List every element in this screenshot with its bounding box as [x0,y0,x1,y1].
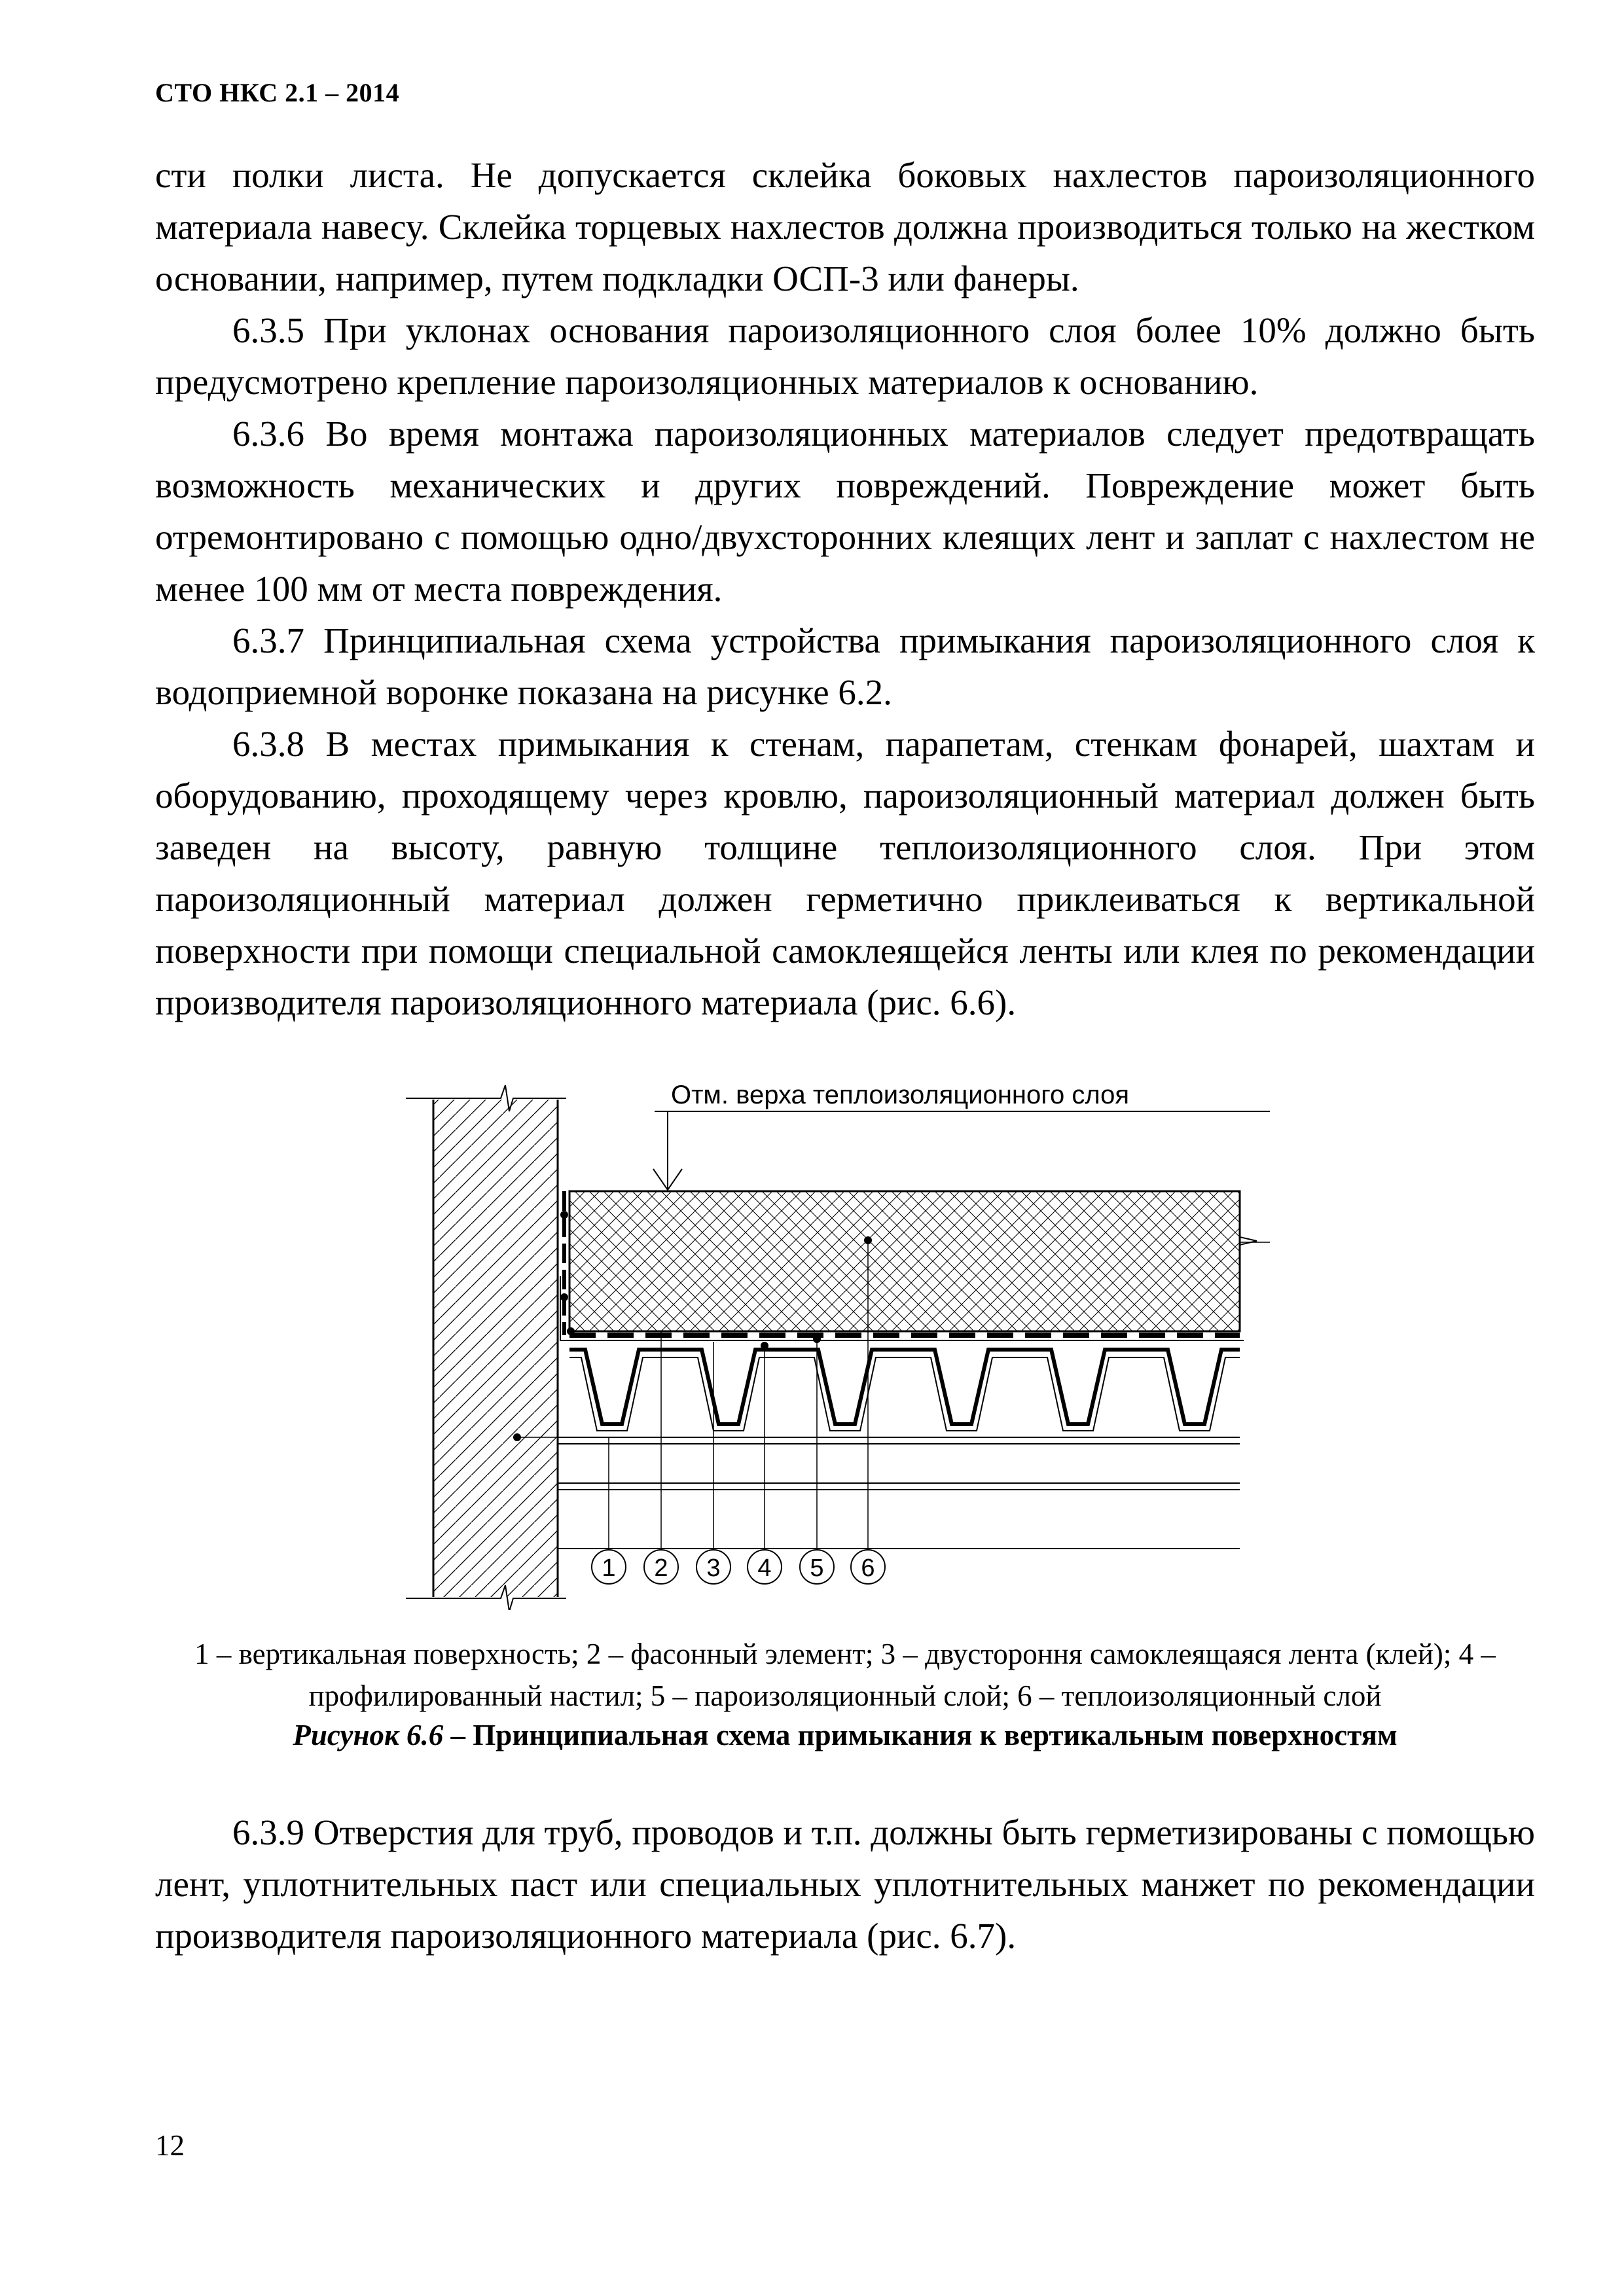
callout-3-label: 3 [706,1554,721,1582]
profiled-deck [558,1350,1240,1444]
figure-caption-text: – Принципиальная схема примыкания к вертикальным поверхностям [443,1719,1398,1751]
paragraph-continuation: сти полки листа. Не допускается склейка боковых нахлестов пароизоляционного материала навесу. Склейка торцевых нахлестов должна производиться только на жестком основании, например, путем подкладки ОСП-3 или фанеры. [155,155,1535,298]
elevation-marker [653,1081,1270,1190]
callouts [592,1550,885,1584]
figure-6-6-diagram [393,1067,1309,1610]
page-number: 12 [155,2129,185,2162]
paragraph-6-3-5: 6.3.5 При уклонах основания пароизоляционного слоя более 10% должно быть предусмотрено крепление пароизоляционных материалов к основанию. [155,310,1535,402]
paragraph-6-3-6: 6.3.6 Во время монтажа пароизоляционных материалов следует предотвращать возможность механических и других повреждений. Повреждение может быть отремонтировано с помощью одно/двухсторонних клеящих лент и заплат с нахлестом не менее 100 мм от места повреждения. [155,414,1535,609]
figure-caption [155,1718,1535,1752]
insulation-layer [569,1191,1270,1331]
body-text-after-figure [155,1806,1535,1962]
paragraph-6-3-8: 6.3.8 В местах примыкания к стенам, парапетам, стенкам фонарей, шахтам и оборудованию, проходящему через кровлю, пароизоляционный материал должен быть заведен на высоту, равную толщине теплоизоляционного слоя. При этом пароизоляционный материал должен герметично приклеиваться к вертикальной поверхности при помощи специальной самоклеящейся ленты или клея по рекомендации производителя пароизоляционного материала (рис. 6.6). [155,724,1535,1022]
figure-legend: 1 – вертикальная поверхность; 2 – фасонный элемент; 3 – двустороння самоклеящаяся лента (клей); 4 – профилированный настил; 5 – пароизоляционный слой; 6 – теплоизоляционный слой [194,1638,1496,1712]
beam [558,1483,1240,1549]
callout-4-label: 4 [757,1554,772,1582]
paragraph-6-3-7: 6.3.7 Принципиальная схема устройства примыкания пароизоляционного слоя к водоприемной воронке показана на рисунке 6.2. [155,620,1535,712]
elevation-label: Отм. верха теплоизоляционного слоя [671,1081,1130,1109]
document-header: СТО НКС 2.1 – 2014 [155,78,400,107]
callout-6-label: 6 [861,1554,875,1582]
wall-section [406,1085,566,1610]
callout-5-label: 5 [810,1554,824,1582]
paragraph-6-3-9: 6.3.9 Отверстия для труб, проводов и т.п. должны быть герметизированы с помощью лент, уплотнительных паст или специальных уплотнительных манжет по рекомендации производителя пароизоляционного материала (рис. 6.7). [155,1812,1535,1956]
callout-1-label: 1 [602,1554,616,1582]
body-text [155,149,1535,1028]
callout-2-label: 2 [654,1554,668,1582]
figure-number: Рисунок 6.6 [293,1719,444,1751]
